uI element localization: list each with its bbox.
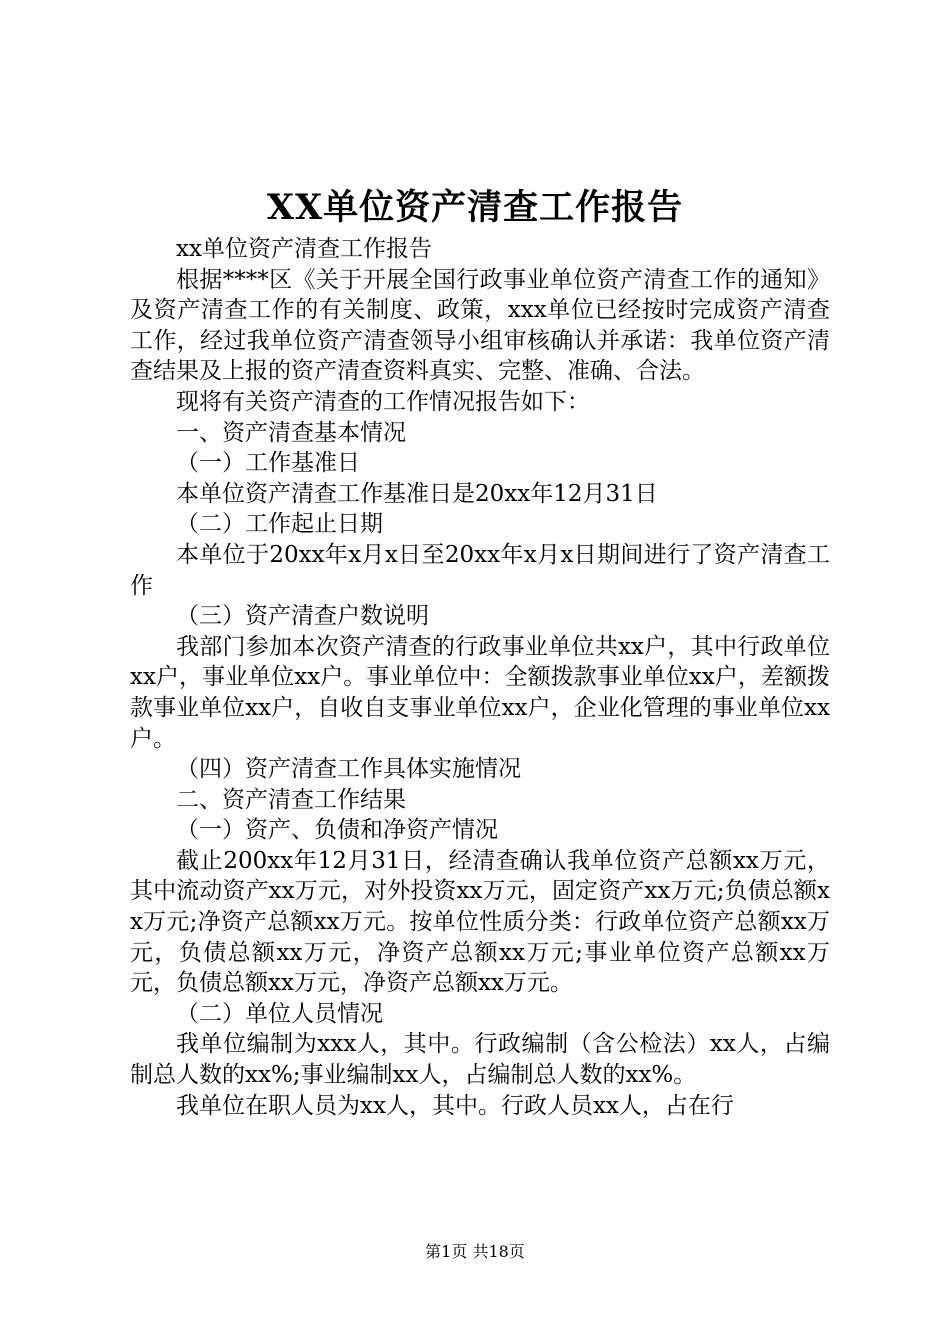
paragraph: 根据****区《关于开展全国行政事业单位资产清查工作的通知》及资产清查工作的有关制度、政策，xxx单位已经按时完成资产清查工作，经过我单位资产清查领导小组审核确认并承诺：我单位资产清查结果及上报的资产清查资料真实、完整、准确、合法。 (130, 266, 830, 385)
paragraph: 截止200xx年12月31日，经清查确认我单位资产总额xx万元，其中流动资产xx万元，对外投资xx万元，固定资产xx万元;负债总额xx万元;净资产总额xx万元。按单位性质分类：行政单位资产总额xx万元，负债总额xx万元，净资产总额xx万元;事业单位资产总额xx万元，负债总额xx万元，净资产总额xx万元。 (130, 847, 830, 997)
paragraph: 我部门参加本次资产清查的行政事业单位共xx户，其中行政单位xx户，事业单位xx户。事业单位中：全额拨款事业单位xx户，差额拨款事业单位xx户，自收自支事业单位xx户，企业化管理的事业单位xx户。 (130, 633, 830, 752)
paragraph: xx单位资产清查工作报告 (176, 236, 432, 262)
paragraph: 我单位在职人员为xx人，其中。行政人员xx人，占在行 (176, 1092, 734, 1119)
paragraph: （二）工作起止日期 (176, 511, 383, 538)
document-title: XX单位资产清查工作报告 (266, 187, 684, 228)
paragraph: 二、资产清查工作结果 (176, 786, 406, 813)
paragraph: （一）工作基准日 (176, 450, 360, 477)
paragraph: （一）资产、负债和净资产情况 (176, 817, 498, 844)
paragraph: （三）资产清查户数说明 (176, 603, 429, 630)
paragraph: 现将有关资产清查的工作情况报告如下： (176, 388, 590, 415)
paragraph: （四）资产清查工作具体实施情况 (176, 756, 521, 783)
paragraph: 本单位于20xx年x月x日至20xx年x月x日期间进行了资产清查工作 (130, 541, 830, 599)
page-footer: 第1页 共18页 (425, 1242, 525, 1261)
paragraph: 本单位资产清查工作基准日是20xx年12月31日 (176, 480, 658, 507)
paragraph: 一、资产清查基本情况 (176, 419, 406, 446)
document-body (130, 234, 830, 1121)
paragraph: 我单位编制为xxx人，其中。行政编制（含公检法）xx人，占编制总人数的xx%;事业编制xx人，占编制总人数的xx%。 (130, 1031, 830, 1089)
paragraph: （二）单位人员情况 (176, 1000, 383, 1027)
